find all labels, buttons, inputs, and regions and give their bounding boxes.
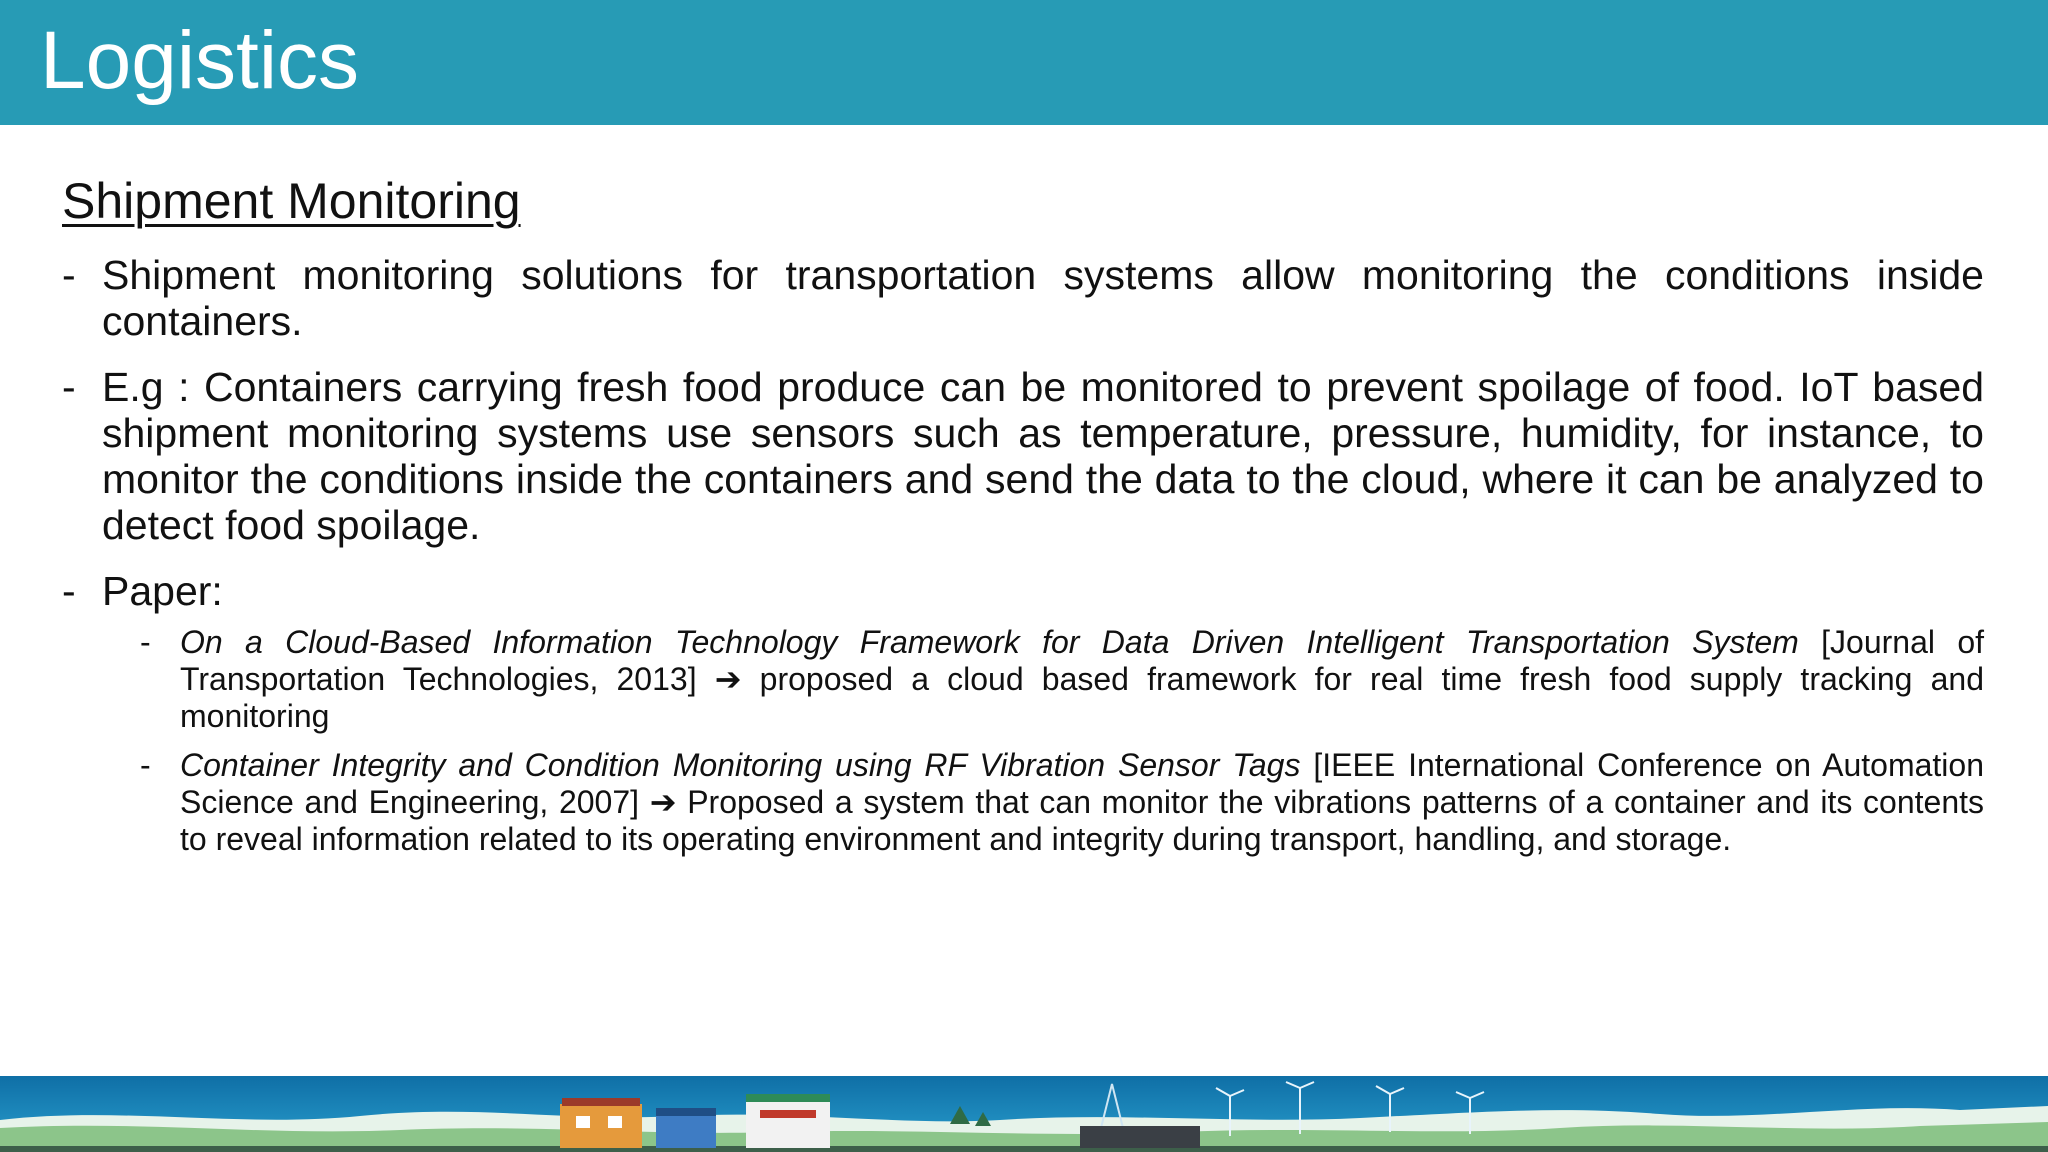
bullet-item (62, 252, 1984, 344)
paper-list (102, 624, 1984, 858)
bullet-text: Paper: (102, 568, 223, 614)
paper-details: [Journal of Transportation Technologies, 2013] ➔ proposed a cloud based framework for real time fresh food supply tracking and monitoring (180, 624, 1985, 734)
bullet-text: Shipment monitoring solutions for transportation systems allow monitoring the conditions inside containers. (102, 252, 1984, 344)
bullet-dash: - (140, 624, 151, 660)
bullet-item (62, 364, 1984, 548)
paper-title: On a Cloud-Based Information Technology Framework for Data Driven Intelligent Transportation System (180, 624, 1799, 660)
paper-details: [IEEE International Conference on Automation Science and Engineering, 2007] ➔ Proposed a system that can monitor the vibrations patterns of a container and its contents to reveal information related to its operating environment and integrity during transport, handling, and storage. (180, 747, 1985, 857)
bullet-dash: - (62, 364, 76, 410)
footer-landscape-banner (0, 1076, 2048, 1152)
road-strip (0, 1146, 2048, 1152)
slide-title: Logistics (40, 15, 360, 106)
bullet-dash: - (140, 747, 151, 783)
section-heading: Shipment Monitoring (62, 173, 521, 229)
slide-content (62, 168, 1984, 878)
bullet-dash: - (62, 252, 76, 298)
landscape-illustration (0, 1076, 2048, 1152)
paper-title: Container Integrity and Condition Monitoring using RF Vibration Sensor Tags (180, 747, 1301, 783)
paper-item (102, 747, 1984, 858)
bullet-list (62, 252, 1984, 858)
bullet-item (62, 568, 1984, 858)
title-bar (0, 0, 2048, 125)
bullet-text: E.g : Containers carrying fresh food produce can be monitored to prevent spoilage of food. IoT based shipment monitoring systems use sensors such as temperature, pressure, humidity, for instance, to monitor the conditions inside the containers and send the data to the cloud, where it can be analyzed to detect food spoilage. (102, 364, 1984, 548)
bullet-dash: - (62, 568, 76, 614)
paper-item (102, 624, 1984, 735)
